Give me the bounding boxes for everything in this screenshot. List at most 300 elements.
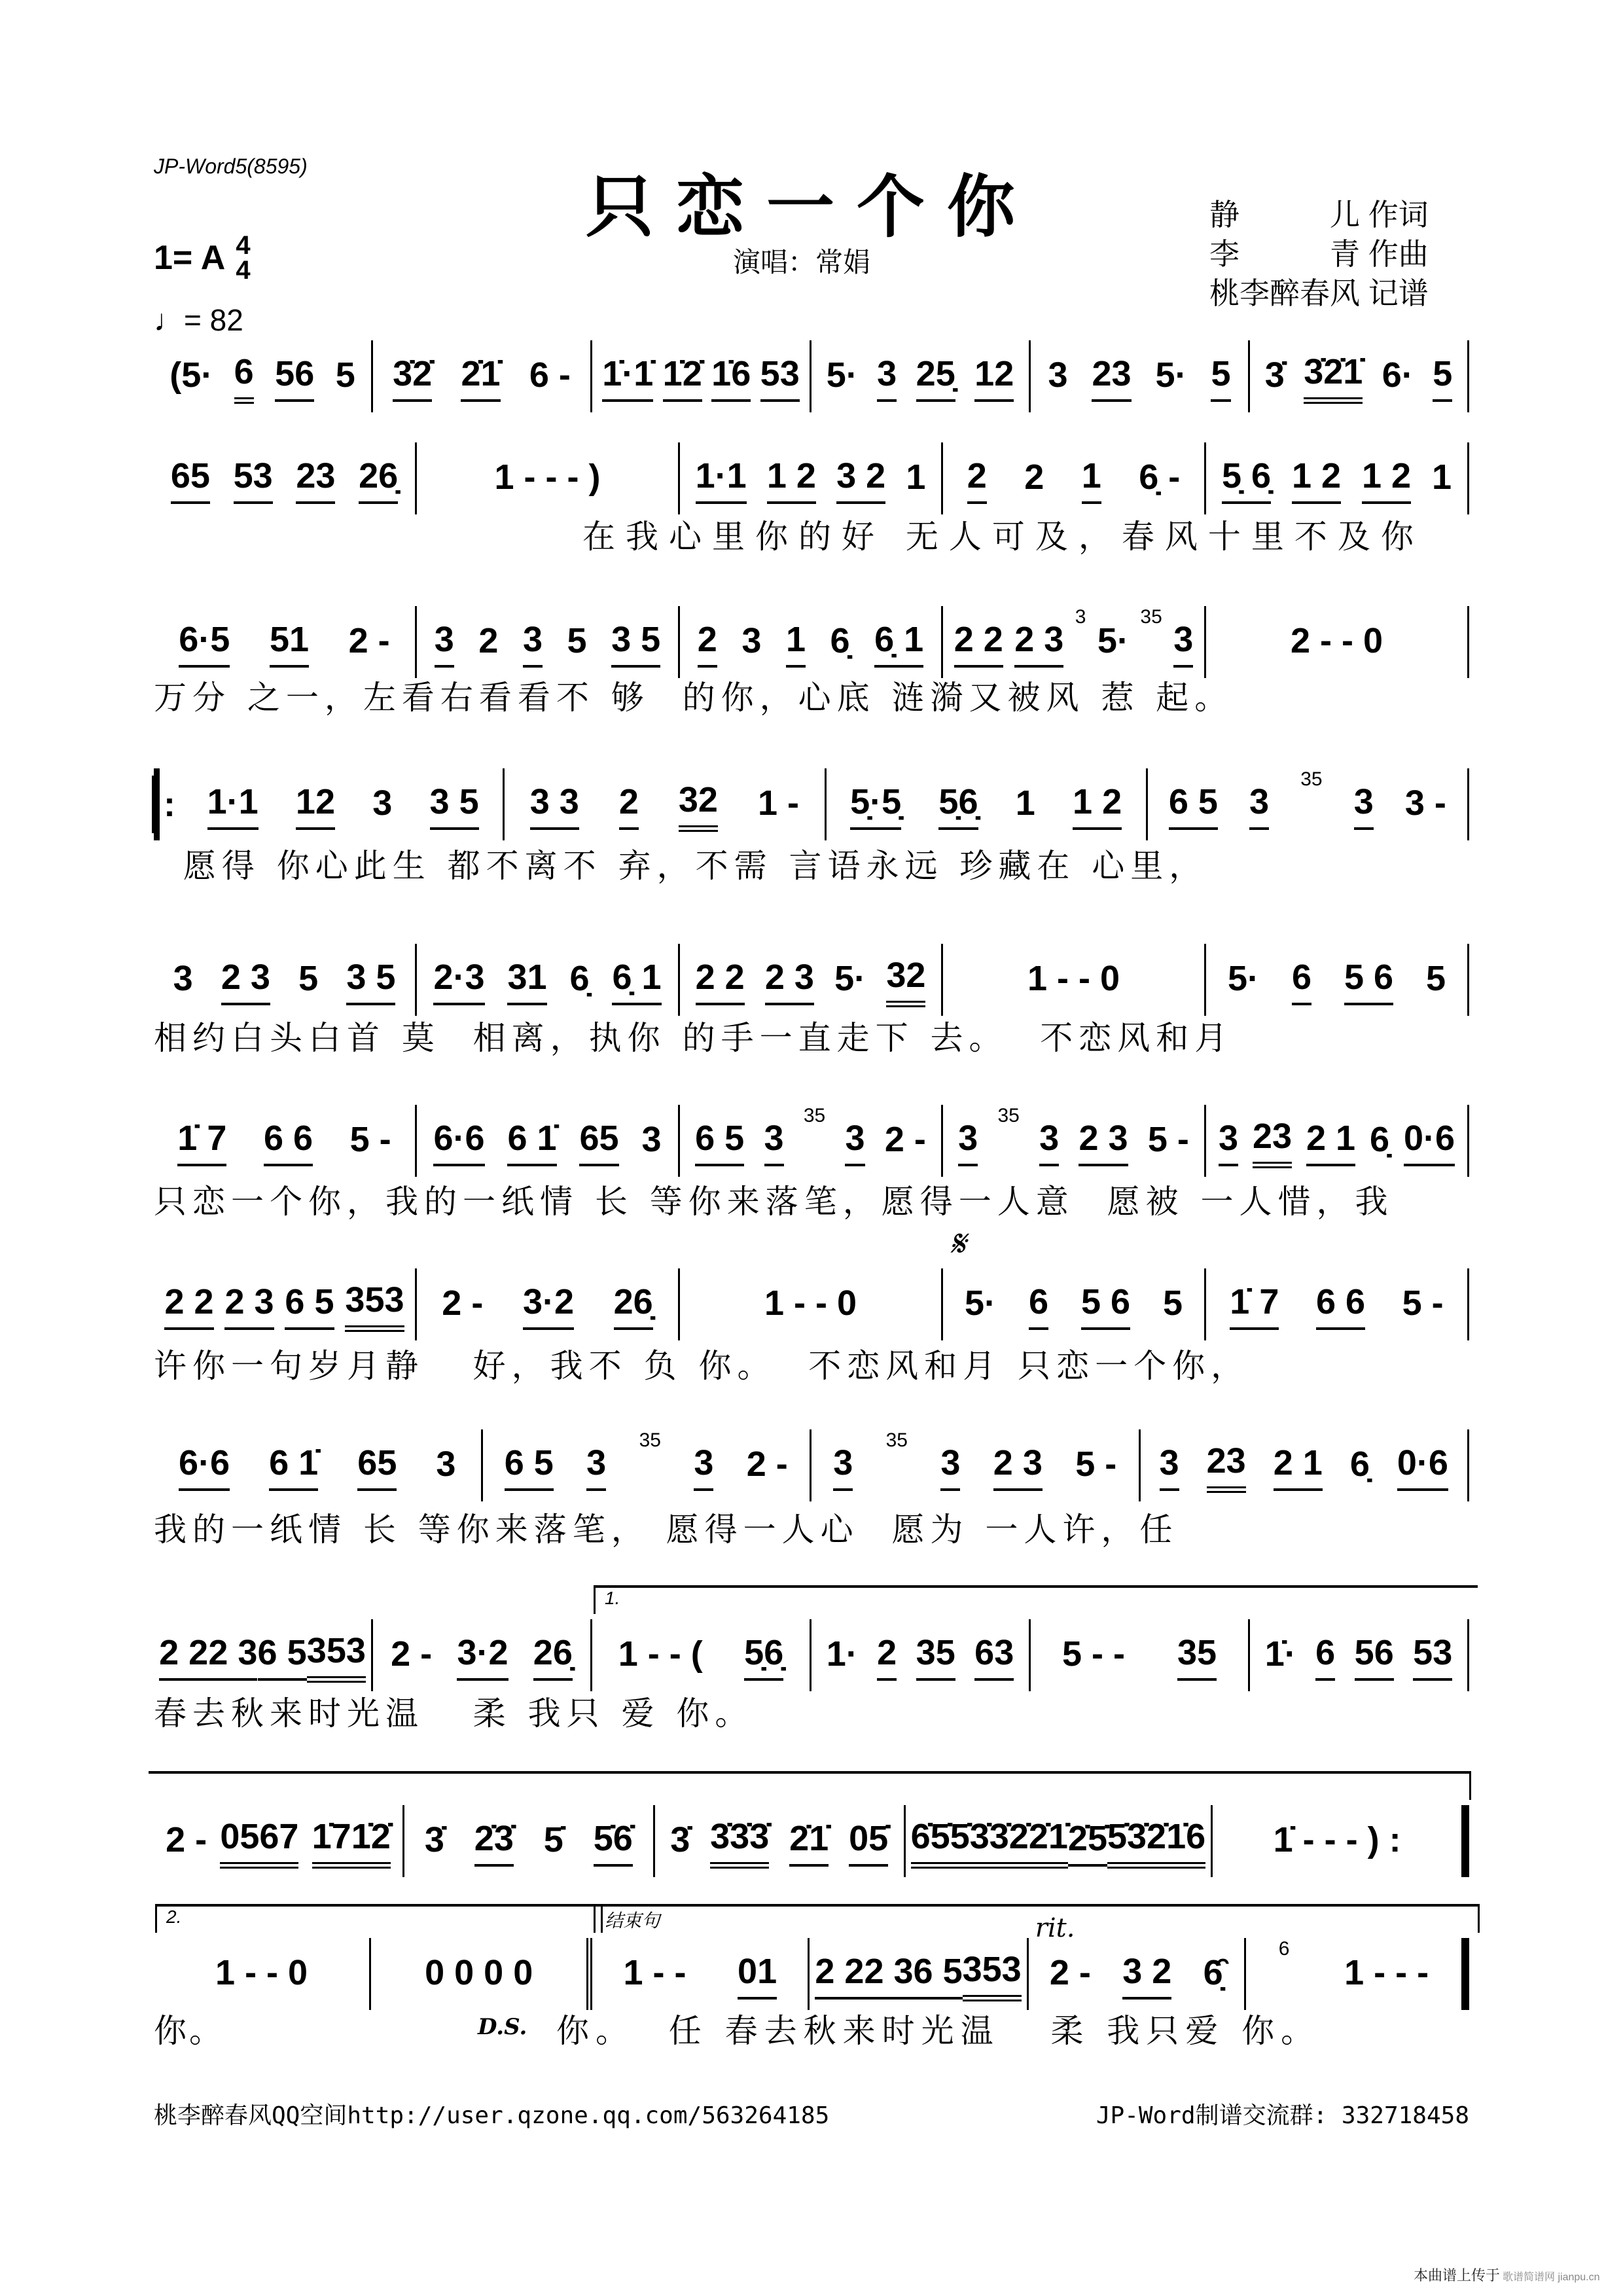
note-group: 3 xyxy=(940,1440,960,1491)
lyrics-line: 只恋一个你，我的一纸情 长 等你来落笔，愿得一人意 愿被 一人惜，我 xyxy=(154,1183,1394,1221)
note-group: 65 xyxy=(579,1115,618,1166)
grace-note: 35 xyxy=(639,1429,661,1451)
grace-note: 6 xyxy=(1278,1938,1290,1960)
note-group: 2 - xyxy=(1049,1953,1091,1992)
measure xyxy=(680,944,943,1016)
note-group: 6̣ 1 xyxy=(874,617,923,668)
measure xyxy=(505,768,826,840)
score-row xyxy=(154,1938,1469,2010)
note-group: 3̇ xyxy=(1264,355,1285,395)
lyrics-line: 春去秋来时光温 柔 我只 爱 你。 xyxy=(154,1695,754,1732)
measure xyxy=(483,1429,812,1501)
measure xyxy=(655,1805,906,1877)
note-group: 12 xyxy=(296,779,335,830)
grace-note: 35 xyxy=(1140,606,1162,628)
note-group: 2 1 xyxy=(1274,1440,1323,1491)
measure xyxy=(154,442,417,514)
measure xyxy=(592,1619,812,1691)
note-group: 23 xyxy=(1207,1438,1246,1493)
measure xyxy=(812,340,1031,412)
time-top: 4 xyxy=(236,231,251,260)
note-group: 0567 xyxy=(220,1814,298,1869)
note-group: 1 2 xyxy=(1073,779,1122,830)
note-group: 5 xyxy=(1162,1283,1183,1323)
lyrics-line: 许你一句岁月静 好，我不 负 你。 不恋风和月 只恋一个你， xyxy=(154,1347,1250,1385)
software-version: JP-Word5(8595) xyxy=(154,154,308,178)
note-group: 2 3 xyxy=(224,1279,274,1330)
measure xyxy=(1246,1938,1469,2010)
note-group: 3 2 xyxy=(1122,1948,1171,2000)
score-row xyxy=(154,768,1469,840)
note-group: 23 xyxy=(1253,1113,1292,1168)
note-group: 35 xyxy=(916,1630,955,1681)
measure xyxy=(680,1268,943,1340)
note-group: 2·3 xyxy=(433,954,484,1005)
note-group: 6 5 xyxy=(1169,779,1218,830)
note-group: 3 xyxy=(1173,617,1193,668)
footer-group-info: JP-Word制谱交流群: 332718458 xyxy=(1096,2102,1469,2129)
note-group: 51 xyxy=(270,617,309,668)
score-row xyxy=(154,340,1469,412)
note-group: 6̣ xyxy=(1349,1444,1370,1484)
footer-qzone-link: 桃李醉春风QQ空间http://user.qzone.qq.com/563264185 xyxy=(154,2102,830,2129)
note-group: (5· xyxy=(169,355,213,395)
score-row xyxy=(154,1429,1469,1501)
note-group: 2 3 xyxy=(208,1630,257,1681)
measure xyxy=(417,606,680,678)
note-group: 5· xyxy=(1227,959,1259,998)
note-group: 6 xyxy=(1029,1279,1048,1330)
measure xyxy=(404,1805,655,1877)
measure xyxy=(154,1619,373,1691)
note-group: 2 xyxy=(967,453,987,504)
note-group: 1 xyxy=(906,457,926,497)
note-group: 6̣ xyxy=(830,621,850,660)
note-group: 26̣ xyxy=(359,453,398,504)
lyrics-line: 愿得 你心此生 都不离不 弃，不需 言语永远 珍藏在 心里， xyxy=(167,847,1208,885)
note-group: 3̇ xyxy=(670,1820,690,1859)
note-group: 3̇2̇ xyxy=(393,351,432,402)
note-group: 53 xyxy=(1413,1630,1452,1681)
measure xyxy=(1250,1619,1469,1691)
volta-bracket: 1. xyxy=(594,1585,1478,1614)
measure xyxy=(154,1938,371,2010)
note-group: 1 - xyxy=(757,783,799,823)
repeat-start-barline: : xyxy=(154,768,183,840)
measure xyxy=(371,1938,592,2010)
note-group: 3·2 xyxy=(457,1630,508,1681)
measure xyxy=(1206,944,1469,1016)
note-group: 23 xyxy=(296,453,335,504)
measure xyxy=(1031,340,1250,412)
note-group: 5̇6̇ xyxy=(594,1816,633,1867)
note-group: 3 2 xyxy=(836,453,885,504)
note-group: 3 xyxy=(1160,1440,1179,1491)
note-group: 5· xyxy=(826,355,858,395)
note-group: 1̇71̇2̇ xyxy=(312,1814,391,1869)
note-group: 53 xyxy=(760,351,800,402)
measure xyxy=(943,1105,1206,1177)
note-group: 2 2 xyxy=(164,1279,213,1330)
note-group: 6 5 xyxy=(285,1279,334,1330)
note-group: 05̇ xyxy=(849,1816,888,1867)
note-group: 1 2 xyxy=(767,453,816,504)
measure xyxy=(154,1268,417,1340)
note-group: 1 - - xyxy=(623,1953,687,1992)
measure xyxy=(680,1105,943,1177)
note-group: 2 - xyxy=(442,1283,484,1323)
score-row xyxy=(154,606,1469,678)
note-group: 6 xyxy=(1315,1630,1335,1681)
note-group: 3 xyxy=(958,1115,978,1166)
note-group: 3 xyxy=(435,617,454,668)
measure xyxy=(1250,340,1469,412)
note-group: 5 xyxy=(335,355,355,395)
measure xyxy=(154,1805,404,1877)
note-group: 1 - - ( xyxy=(618,1634,703,1674)
note-group: 6̣ - xyxy=(1139,457,1181,497)
note-group: 1 xyxy=(1431,457,1452,497)
measure xyxy=(154,340,373,412)
note-group: 3 5 xyxy=(430,779,479,830)
note-group: 3·2 xyxy=(523,1279,574,1330)
note-group: 3 5 xyxy=(346,954,395,1005)
note-group: 5 6 xyxy=(1081,1279,1130,1330)
watermark-text: 本曲谱上传于 xyxy=(1414,2267,1501,2284)
note-group: 3 xyxy=(173,959,193,998)
note-group: 3 xyxy=(1048,355,1068,395)
lyrics-line: 我的一纸情 长 等你来落笔， 愿得一人心 愿为 一人许，任 xyxy=(154,1511,1179,1549)
measure xyxy=(592,340,812,412)
lyrics-line: 你。 任 春去秋来时光温 柔 我只爱 你。 xyxy=(556,2012,1321,2050)
note-group: 1 2 xyxy=(1362,453,1411,504)
note-group: 0 0 0 0 xyxy=(425,1953,533,1992)
note-group: 6 xyxy=(1292,954,1311,1005)
grace-note: 3 xyxy=(1075,606,1086,628)
measure xyxy=(154,1429,483,1501)
lyrics-line: 在我心里你的好 无人可及，春风十里不及你 xyxy=(582,518,1424,556)
note-group: 3̇2̇2̇1̇ xyxy=(990,1814,1068,1869)
note-group: 1·1 xyxy=(207,779,259,830)
note-group: 32 xyxy=(679,777,718,832)
score-row xyxy=(154,442,1469,514)
note-group: 6 5 xyxy=(505,1440,554,1491)
credits xyxy=(1209,195,1429,313)
measure xyxy=(943,606,1206,678)
measure xyxy=(417,1268,680,1340)
note-group: 2 xyxy=(1024,457,1044,497)
measure xyxy=(154,944,417,1016)
note-group: 2 - xyxy=(884,1120,926,1159)
note-group: 2 3 xyxy=(1079,1115,1128,1166)
note-group: 3 xyxy=(694,1440,713,1491)
measure xyxy=(417,442,680,514)
note-group: 5 xyxy=(567,621,587,660)
measure xyxy=(812,1429,1141,1501)
note-group: 25̣ xyxy=(916,351,955,402)
note-group: 2 3 xyxy=(1014,617,1063,668)
note-group: 32 xyxy=(886,952,925,1007)
note-group: 1 xyxy=(1082,453,1101,504)
volta-bracket xyxy=(149,1771,1471,1800)
measure xyxy=(417,944,680,1016)
note-group: 23 xyxy=(1092,351,1131,402)
note-group: 3 xyxy=(1354,779,1374,830)
note-group: 1 xyxy=(786,617,806,668)
note-group: 3 5 xyxy=(611,617,660,668)
note-group: 6 xyxy=(234,349,254,404)
song-title: 只恋一个你 xyxy=(585,166,1037,247)
note-group: 2 3 xyxy=(993,1440,1043,1491)
note-group: 2 xyxy=(619,779,639,830)
key-signature xyxy=(154,233,251,283)
note-group: 6 1̇ xyxy=(269,1440,318,1491)
note-group: 12 xyxy=(974,351,1014,402)
grace-note: 35 xyxy=(885,1429,908,1451)
note-group: 65 xyxy=(357,1440,397,1491)
note-group: 353 xyxy=(307,1628,366,1683)
lyrics-ending-2: 你。 xyxy=(154,2012,224,2050)
watermark-site: 歌谱简谱网 jianpu.cn xyxy=(1503,2272,1600,2283)
measure xyxy=(183,768,505,840)
note-group: 3 xyxy=(877,351,897,402)
note-group: 3 xyxy=(1219,1115,1238,1166)
note-group: 2 3 xyxy=(864,1948,913,2000)
dal-segno-mark: D.S. xyxy=(478,2014,527,2040)
note-group: 1̇ 7 xyxy=(177,1115,226,1166)
note-group: 1 - - 0 xyxy=(215,1953,308,1992)
note-group: 1 xyxy=(1015,783,1035,823)
note-group: 3 xyxy=(1039,1115,1059,1166)
measure xyxy=(1148,768,1469,840)
measure xyxy=(680,606,943,678)
note-group: 3 xyxy=(586,1440,606,1491)
note-group: 353 xyxy=(345,1277,404,1332)
note-group: 2 xyxy=(478,621,499,660)
note-group: 5· xyxy=(834,959,866,998)
note-group: 6̣ xyxy=(569,959,590,998)
note-group: 1̇·1̇ xyxy=(602,351,653,402)
segno-mark: 𝄋 xyxy=(950,1223,966,1265)
note-group: 1· xyxy=(826,1634,858,1674)
note-group: 6·5 xyxy=(179,617,230,668)
note-group: 5· xyxy=(1155,355,1187,395)
measure xyxy=(1031,1619,1250,1691)
measure xyxy=(680,442,943,514)
note-group: 2 2 xyxy=(696,954,745,1005)
note-group: 1 - - 0 xyxy=(764,1283,857,1323)
measure xyxy=(417,1105,680,1177)
note-group: 3 xyxy=(741,621,762,660)
note-group: 2 3 xyxy=(221,954,270,1005)
note-group: 3̇2̇1̇ xyxy=(1304,349,1363,404)
note-group: 2̇1̇ xyxy=(789,1816,829,1867)
note-group: 6̇5̇5̇3̇ xyxy=(911,1814,990,1869)
note-group: 5 xyxy=(1211,351,1230,402)
singer: 演唱：常娟 xyxy=(733,247,871,278)
lyricist-credit: 静 儿 作词 xyxy=(1209,198,1429,232)
note-group: 1 2 xyxy=(1292,453,1341,504)
measure xyxy=(1213,1805,1469,1877)
note-group: 2̇1̇ xyxy=(461,351,500,402)
note-group: 3̇3̇3̇ xyxy=(710,1814,769,1869)
note-group: 5̣6̣ xyxy=(744,1630,783,1681)
note-group: 6 5 xyxy=(914,1948,963,2000)
note-group: 2 2 xyxy=(815,1948,864,2000)
note-group: 3 xyxy=(523,617,543,668)
note-group: 353 xyxy=(963,1946,1022,2001)
note-group: 6 - xyxy=(529,355,571,395)
score-row xyxy=(154,1105,1469,1177)
note-group: 3 xyxy=(845,1115,865,1166)
note-group: 5 xyxy=(298,959,319,998)
note-group: 1 - - - ) xyxy=(494,457,601,497)
note-group: 5 xyxy=(1425,959,1446,998)
note-group: 2 - xyxy=(348,621,390,660)
measure xyxy=(154,606,417,678)
note-group: 63 xyxy=(974,1630,1014,1681)
note-group: 5 - xyxy=(1147,1120,1189,1159)
lyrics-line: 万分 之一，左看右看看不 够 的你，心底 涟漪又被风 惹 起。 xyxy=(154,679,1234,717)
note-group: 5 - xyxy=(1402,1283,1444,1323)
note-group: 5 - xyxy=(349,1120,391,1159)
note-group: 3 3 xyxy=(530,779,579,830)
note-group: 0·6 xyxy=(1404,1115,1455,1166)
measure xyxy=(1206,442,1469,514)
measure xyxy=(943,442,1206,514)
note-group: 3 xyxy=(833,1440,853,1491)
note-group: 6 6 xyxy=(264,1115,313,1166)
time-signature xyxy=(236,233,250,283)
volta-bracket: 结束句 xyxy=(594,1904,1480,1933)
note-group: 1 - - 0 xyxy=(1027,959,1120,998)
note-group: 6 5 xyxy=(258,1630,307,1681)
note-group: 31 xyxy=(507,954,546,1005)
note-group: 1̇ 7 xyxy=(1230,1279,1279,1330)
note-group: 5̣6̣ xyxy=(938,779,978,830)
note-group: 53 xyxy=(234,453,273,504)
note-group: 56 xyxy=(1355,1630,1394,1681)
measure xyxy=(373,340,592,412)
note-group: 2 xyxy=(877,1630,897,1681)
note-group: 5̇3̇2̇1̇6 xyxy=(1107,1814,1205,1869)
measure xyxy=(906,1805,1213,1877)
note-group: 0·6 xyxy=(1397,1440,1448,1491)
note-group: 2 - xyxy=(746,1444,788,1484)
note-group: 2 - xyxy=(391,1634,433,1674)
note-group: 2 - xyxy=(166,1820,207,1859)
note-group: 26̣ xyxy=(533,1630,573,1681)
note-group: 1̇2̇ xyxy=(663,351,702,402)
measure xyxy=(943,1268,1206,1340)
note-group: 6̣ 1 xyxy=(612,954,661,1005)
note-group: 3 - xyxy=(1404,783,1446,823)
volta-bracket: 2. xyxy=(155,1904,603,1933)
time-bottom: 4 xyxy=(236,256,251,285)
note-group: 01 xyxy=(738,1948,777,2000)
measure xyxy=(1206,606,1469,678)
note-group: 3 xyxy=(372,783,393,823)
note-group: 6· xyxy=(1382,355,1414,395)
measure xyxy=(1141,1429,1470,1501)
score-row xyxy=(154,1805,1469,1877)
note-group: 5· xyxy=(1097,621,1129,660)
note-group: 56 xyxy=(275,351,314,402)
note-group: 3 xyxy=(641,1120,662,1159)
composer-credit: 李 青 作曲 xyxy=(1209,237,1429,271)
measure xyxy=(373,1619,592,1691)
measure xyxy=(943,944,1206,1016)
note-group: 1̇ - - - ) : xyxy=(1273,1820,1401,1859)
note-group: 1̇· xyxy=(1264,1634,1296,1674)
note-group: 6·6 xyxy=(433,1115,484,1166)
note-group: 3 xyxy=(436,1444,456,1484)
note-group: 3 xyxy=(1249,779,1269,830)
grace-note: 35 xyxy=(803,1105,826,1126)
note-group: 3̇ xyxy=(424,1820,444,1859)
grace-note: 35 xyxy=(997,1105,1020,1126)
note-group: 2 2 xyxy=(954,617,1003,668)
note-group: 3 xyxy=(764,1115,784,1166)
note-group: 6 1̇ xyxy=(507,1115,556,1166)
transcriber-credit: 桃李醉春风 记谱 xyxy=(1209,276,1429,310)
measure xyxy=(154,1105,417,1177)
note-group: 6 5 xyxy=(695,1115,744,1166)
note-group: 1̇6 xyxy=(711,351,751,402)
note-group: 2 xyxy=(698,617,717,668)
key: 1= A xyxy=(154,239,226,277)
note-group: 6·6 xyxy=(179,1440,230,1491)
note-group: 2 - - 0 xyxy=(1290,621,1383,660)
score-row xyxy=(154,1619,1469,1691)
measure xyxy=(1206,1268,1469,1340)
ritardando-mark: rit. xyxy=(1035,1913,1075,1943)
note-group: 5· xyxy=(964,1283,996,1323)
measure xyxy=(1029,1938,1246,2010)
note-group: 5 xyxy=(1433,351,1452,402)
watermark xyxy=(1414,2265,1600,2285)
note-group: 5 - xyxy=(1075,1444,1117,1484)
note-group: 35 xyxy=(1177,1630,1217,1681)
note-group: 1 - - - xyxy=(1344,1953,1429,1992)
note-group: 26̣ xyxy=(614,1279,653,1330)
note-group: 2̇3̇ xyxy=(474,1816,514,1867)
measure xyxy=(827,768,1148,840)
tempo: ♩= 82 xyxy=(154,303,243,337)
measure xyxy=(810,1938,1028,2010)
note-group: 2 2 xyxy=(159,1630,208,1681)
note-group: 6̣̑ xyxy=(1203,1953,1223,1992)
note-group: 1·1 xyxy=(696,453,747,504)
note-group: 5̣ 6̣ xyxy=(1222,453,1271,504)
score-row xyxy=(154,944,1469,1016)
note-group: 2 1 xyxy=(1306,1115,1355,1166)
measure xyxy=(812,1619,1031,1691)
note-group: 6 6 xyxy=(1316,1279,1365,1330)
note-group: 6̣ xyxy=(1369,1120,1390,1159)
note-group: 2̇5̇ xyxy=(1068,1816,1107,1867)
measure xyxy=(1206,1105,1469,1177)
note-group: 5̣·5̣ xyxy=(850,779,901,830)
note-group: 5 6 xyxy=(1344,954,1393,1005)
grace-note: 35 xyxy=(1300,768,1323,790)
measure xyxy=(592,1938,810,2010)
note-group: 5̇ xyxy=(543,1820,563,1859)
note-group: 2 3 xyxy=(765,954,814,1005)
note-group: 65 xyxy=(171,453,210,504)
score-row xyxy=(154,1268,1469,1340)
lyrics-line: 相约白头白首 莫 相离，执你 的手一直走下 去。 不恋风和月 xyxy=(154,1019,1234,1057)
